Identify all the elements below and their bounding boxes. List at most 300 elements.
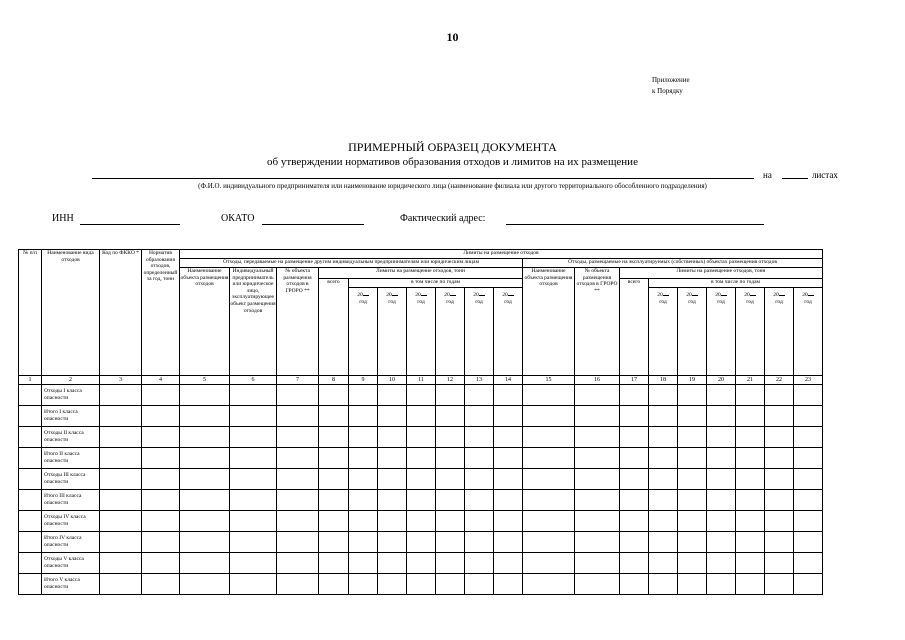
table-cell (277, 553, 319, 574)
table-cell (794, 469, 823, 490)
own-by-years-label: в том числе по годам (649, 279, 822, 288)
transferred-year-cell (349, 288, 378, 375)
table-cell (649, 469, 678, 490)
own-year-cell (707, 288, 736, 375)
table-row (19, 490, 823, 511)
column-number: 17 (620, 376, 649, 385)
table-cell (707, 532, 736, 553)
table-cell (575, 574, 620, 595)
table-cell (180, 532, 230, 553)
table-cell (378, 448, 407, 469)
table-cell (142, 406, 180, 427)
address-field (506, 224, 764, 225)
table-cell (277, 385, 319, 406)
table-cell (736, 406, 765, 427)
own-year-cell (765, 288, 794, 375)
table-cell (736, 448, 765, 469)
document-title: ПРИМЕРНЫЙ ОБРАЗЕЦ ДОКУМЕНТА (348, 140, 557, 154)
table-cell (523, 385, 575, 406)
year-prefix: 20 (473, 292, 479, 298)
table-cell (378, 490, 407, 511)
table-cell (100, 490, 142, 511)
table-cell (523, 448, 575, 469)
waste-class-label: Итого IV класса опасности (42, 532, 100, 553)
table-cell (142, 532, 180, 553)
table-cell (319, 427, 349, 448)
table-cell (19, 490, 42, 511)
table-cell (465, 406, 494, 427)
header-norm: Норматив образования отходов, определенный за год, тонн (142, 250, 180, 376)
table-cell (575, 553, 620, 574)
table-cell (465, 427, 494, 448)
table-cell (277, 448, 319, 469)
table-cell (378, 406, 407, 427)
year-suffix: год (688, 298, 696, 305)
table-cell (765, 511, 794, 532)
table-cell (707, 406, 736, 427)
transferred-year-cell (465, 288, 494, 375)
fio-caption: (Ф.И.О. индивидуального предпринимателя или наименование юридического лица (наименование филиала или другого территориального обособленного подразделения) (198, 182, 707, 190)
table-cell (180, 490, 230, 511)
table-cell (436, 385, 465, 406)
table-cell (180, 469, 230, 490)
column-number: 19 (678, 376, 707, 385)
table-cell (277, 427, 319, 448)
table-cell (378, 511, 407, 532)
header-own-limits-tons: Лимиты на размещение отходов, тонн (620, 268, 823, 279)
appendix-reference: к Порядку (652, 87, 683, 95)
table-cell (678, 574, 707, 595)
table-cell (349, 448, 378, 469)
transferred-year-cell (407, 288, 436, 375)
table-cell (180, 448, 230, 469)
okato-field (262, 224, 364, 225)
header-own-waste: Отходы, размещаемые на эксплуатируемых (собственных) объектах размещения отходов (523, 259, 823, 268)
table-cell (230, 574, 277, 595)
table-cell (736, 490, 765, 511)
table-cell (19, 469, 42, 490)
table-cell (707, 553, 736, 574)
table-cell (349, 385, 378, 406)
year-suffix: год (475, 298, 483, 305)
table-cell (230, 448, 277, 469)
table-cell (230, 532, 277, 553)
table-cell (678, 553, 707, 574)
table-cell (407, 490, 436, 511)
table-cell (494, 532, 523, 553)
table-cell (277, 406, 319, 427)
table-cell (494, 427, 523, 448)
table-cell (465, 511, 494, 532)
column-number: 16 (575, 376, 620, 385)
table-cell (649, 427, 678, 448)
column-number: 2 (42, 376, 100, 385)
table-cell (678, 511, 707, 532)
table-cell (678, 490, 707, 511)
table-cell (678, 427, 707, 448)
table-cell (494, 490, 523, 511)
column-number: 20 (707, 376, 736, 385)
table-cell (736, 427, 765, 448)
page-number: 10 (446, 30, 459, 44)
table-cell (180, 406, 230, 427)
transferred-year-cell (436, 288, 465, 375)
year-prefix: 20 (686, 292, 692, 298)
column-number: 6 (230, 376, 277, 385)
column-number: 9 (349, 376, 378, 385)
table-cell (620, 553, 649, 574)
year-prefix: 20 (802, 292, 808, 298)
table-cell (736, 574, 765, 595)
table-cell (620, 469, 649, 490)
table-cell (230, 469, 277, 490)
table-cell (319, 406, 349, 427)
year-suffix: год (746, 298, 754, 305)
table-cell (620, 574, 649, 595)
table-cell (277, 490, 319, 511)
table-cell (765, 553, 794, 574)
table-cell (349, 490, 378, 511)
table-cell (678, 448, 707, 469)
table-cell (230, 490, 277, 511)
table-row (19, 469, 823, 490)
waste-class-label: Отходы V класса опасности (42, 553, 100, 574)
table-cell (407, 511, 436, 532)
column-number: 23 (794, 376, 823, 385)
table-cell (142, 448, 180, 469)
waste-class-label: Отходы III класса опасности (42, 469, 100, 490)
table-cell (465, 448, 494, 469)
year-suffix: год (775, 298, 783, 305)
column-number: 18 (649, 376, 678, 385)
table-cell (142, 427, 180, 448)
table-cell (378, 553, 407, 574)
year-suffix: год (717, 298, 725, 305)
table-cell (180, 385, 230, 406)
column-number: 8 (319, 376, 349, 385)
table-cell (319, 385, 349, 406)
table-cell (349, 574, 378, 595)
table-cell (230, 427, 277, 448)
table-cell (575, 532, 620, 553)
table-cell (523, 574, 575, 595)
table-cell (523, 469, 575, 490)
table-cell (378, 427, 407, 448)
table-cell (19, 532, 42, 553)
table-cell (736, 553, 765, 574)
table-cell (180, 553, 230, 574)
table-cell (319, 448, 349, 469)
inn-field (80, 224, 180, 225)
table-cell (575, 427, 620, 448)
table-cell (407, 574, 436, 595)
table-cell (277, 532, 319, 553)
table-cell (180, 574, 230, 595)
year-prefix: 20 (773, 292, 779, 298)
table-cell (436, 427, 465, 448)
table-cell (436, 574, 465, 595)
table-cell (794, 574, 823, 595)
column-number: 5 (180, 376, 230, 385)
own-year-cell (678, 288, 707, 375)
table-cell (794, 511, 823, 532)
table-cell (349, 469, 378, 490)
table-cell (436, 532, 465, 553)
table-cell (378, 385, 407, 406)
table-cell (523, 427, 575, 448)
table-cell (319, 574, 349, 595)
table-cell (523, 553, 575, 574)
table-cell (736, 511, 765, 532)
table-row (19, 406, 823, 427)
table-cell (465, 532, 494, 553)
table-cell (678, 385, 707, 406)
year-suffix: год (446, 298, 454, 305)
table-cell (378, 532, 407, 553)
norms-table (18, 249, 823, 595)
table-cell (707, 427, 736, 448)
table-cell (523, 511, 575, 532)
table-cell (319, 511, 349, 532)
table-cell (765, 385, 794, 406)
table-cell (436, 448, 465, 469)
year-prefix: 20 (657, 292, 663, 298)
table-cell (794, 448, 823, 469)
table-cell (649, 553, 678, 574)
table-cell (100, 385, 142, 406)
table-cell (707, 385, 736, 406)
table-cell (277, 574, 319, 595)
table-cell (19, 385, 42, 406)
table-cell (100, 553, 142, 574)
table-cell (765, 448, 794, 469)
table-cell (494, 448, 523, 469)
year-prefix: 20 (744, 292, 750, 298)
table-cell (707, 511, 736, 532)
table-cell (100, 448, 142, 469)
table-cell (465, 574, 494, 595)
table-cell (407, 427, 436, 448)
waste-class-label: Отходы I класса опасности (42, 385, 100, 406)
year-prefix: 20 (502, 292, 508, 298)
table-cell (349, 427, 378, 448)
table-cell (277, 511, 319, 532)
table-cell (575, 385, 620, 406)
table-cell (349, 511, 378, 532)
header-num: № п/п (19, 250, 42, 376)
table-row (19, 427, 823, 448)
year-prefix: 20 (444, 292, 450, 298)
address-label: Фактический адрес: (400, 213, 486, 224)
table-cell (794, 406, 823, 427)
year-prefix: 20 (386, 292, 392, 298)
waste-class-label: Итого V класса опасности (42, 574, 100, 595)
table-cell (349, 553, 378, 574)
table-row (19, 448, 823, 469)
column-number: 3 (100, 376, 142, 385)
table-cell (575, 406, 620, 427)
table-cell (765, 490, 794, 511)
appendix-label: Приложение (652, 76, 690, 84)
table-cell (436, 406, 465, 427)
table-cell (319, 553, 349, 574)
table-cell (794, 385, 823, 406)
table-cell (494, 469, 523, 490)
table-cell (100, 511, 142, 532)
column-number: 21 (736, 376, 765, 385)
column-number: 11 (407, 376, 436, 385)
table-cell (19, 448, 42, 469)
own-year-cell (649, 288, 678, 375)
table-cell (465, 385, 494, 406)
table-cell (407, 385, 436, 406)
own-year-cell (794, 288, 822, 375)
table-cell (319, 469, 349, 490)
header-own-by-years (649, 279, 823, 376)
table-cell (230, 553, 277, 574)
column-number: 12 (436, 376, 465, 385)
column-number: 22 (765, 376, 794, 385)
table-cell (620, 406, 649, 427)
table-cell (620, 532, 649, 553)
header-waste-name: Наименование вида отходов (42, 250, 100, 376)
table-row (19, 553, 823, 574)
table-cell (100, 574, 142, 595)
table-cell (649, 406, 678, 427)
year-suffix: год (388, 298, 396, 305)
table-cell (494, 574, 523, 595)
transferred-year-cell (378, 288, 407, 375)
table-cell (575, 469, 620, 490)
column-number: 4 (142, 376, 180, 385)
table-cell (100, 532, 142, 553)
table-cell (349, 532, 378, 553)
column-number: 1 (19, 376, 42, 385)
table-row (19, 385, 823, 406)
table-cell (319, 490, 349, 511)
table-cell (407, 448, 436, 469)
table-cell (436, 490, 465, 511)
table-cell (765, 406, 794, 427)
table-cell (649, 511, 678, 532)
table-cell (620, 448, 649, 469)
table-cell (230, 406, 277, 427)
table-cell (707, 574, 736, 595)
table-cell (142, 490, 180, 511)
table-row (19, 574, 823, 595)
year-suffix: год (359, 298, 367, 305)
table-cell (465, 553, 494, 574)
table-cell (765, 532, 794, 553)
table-cell (142, 469, 180, 490)
header-object-name: Наименование объекта размещения отходов (180, 268, 230, 376)
table-cell (575, 448, 620, 469)
okato-label: ОКАТО (221, 213, 255, 224)
table-cell (142, 553, 180, 574)
column-number: 7 (277, 376, 319, 385)
table-cell (436, 553, 465, 574)
table-cell (620, 427, 649, 448)
table-cell (100, 427, 142, 448)
header-limits: Лимиты на размещение отходов (180, 250, 823, 259)
inn-label: ИНН (52, 213, 74, 224)
table-cell (407, 553, 436, 574)
table-cell (407, 406, 436, 427)
table-cell (649, 490, 678, 511)
year-suffix: год (417, 298, 425, 305)
table-cell (707, 448, 736, 469)
table-cell (378, 469, 407, 490)
header-total: всего (319, 279, 349, 376)
table-cell (494, 511, 523, 532)
sheets-label: листах (812, 170, 838, 180)
table-cell (765, 427, 794, 448)
waste-class-label: Итого III класса опасности (42, 490, 100, 511)
table-cell (378, 574, 407, 595)
table-cell (19, 511, 42, 532)
table-cell (436, 511, 465, 532)
table-cell (349, 406, 378, 427)
table-cell (19, 427, 42, 448)
table-cell (19, 553, 42, 574)
header-entrepreneur: Индивидуальный предприниматель или юридическое лицо, эксплуатирующее объект размещения отходов (230, 268, 277, 376)
table-cell (407, 469, 436, 490)
table-cell (142, 574, 180, 595)
by-years-label: в том числе по годам (349, 279, 522, 288)
table-cell (230, 511, 277, 532)
header-limits-tons: Лимиты на размещение отходов, тонн (319, 268, 523, 279)
header-grоro-number: № объекта размещения отходов в ГРОРО ** (277, 268, 319, 376)
table-cell (736, 385, 765, 406)
table-cell (523, 490, 575, 511)
table-cell (678, 532, 707, 553)
table-cell (523, 532, 575, 553)
fio-underline (92, 178, 754, 179)
header-own-object-name: Наименование объекта размещения отходов (523, 268, 575, 376)
table-cell (575, 490, 620, 511)
column-number: 13 (465, 376, 494, 385)
table-cell (494, 553, 523, 574)
table-cell (407, 532, 436, 553)
table-cell (100, 406, 142, 427)
year-prefix: 20 (415, 292, 421, 298)
waste-class-label: Отходы IV класса опасности (42, 511, 100, 532)
table-cell (649, 574, 678, 595)
table-cell (19, 406, 42, 427)
year-suffix: год (504, 298, 512, 305)
header-own-grоro-number: № объекта размещения отходов в ГРОРО ** (575, 268, 620, 376)
table-cell (707, 490, 736, 511)
table-cell (794, 532, 823, 553)
table-cell (465, 469, 494, 490)
table-cell (649, 385, 678, 406)
table-cell (142, 385, 180, 406)
table-cell (100, 469, 142, 490)
table-cell (620, 490, 649, 511)
table-cell (794, 553, 823, 574)
table-cell (319, 532, 349, 553)
table-cell (678, 406, 707, 427)
table-row (19, 511, 823, 532)
table-cell (494, 385, 523, 406)
table-cell (620, 511, 649, 532)
table-cell (523, 406, 575, 427)
table-cell (19, 574, 42, 595)
table-cell (180, 427, 230, 448)
column-number: 14 (494, 376, 523, 385)
table-row (19, 532, 823, 553)
table-cell (736, 532, 765, 553)
